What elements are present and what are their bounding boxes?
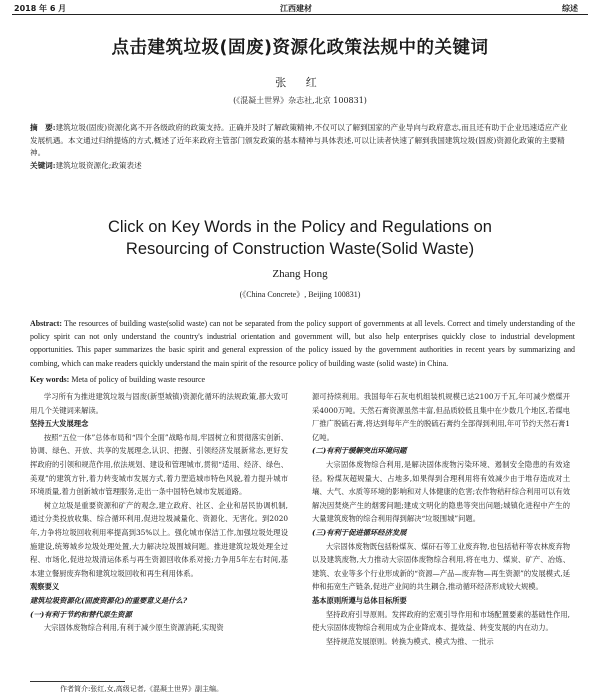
english-title	[0, 216, 600, 260]
subsection-heading: (一)有利于节约和替代原生资源	[30, 609, 132, 619]
english-title-line-1: Click on Key Words in the Policy and Regulations on	[108, 218, 492, 236]
english-keywords-label: Key words:	[30, 375, 70, 384]
section-name: 综述	[562, 4, 578, 13]
paragraph: 树立垃圾是重要资源和矿产的观念,建立政府、社区、企业和居民协调机制,通过分类投放收集、综合循环利用,促进垃圾减量化、资源化、无害化。到2020年,力争将垃圾回收利用率提高到35%以上。强化城市保洁工作,加强垃圾处理设施建设,统筹城乡垃圾处理处置,大力解决垃圾围城问题。推进建筑垃圾处理全过程、市场化,促进垃圾清运体系与再生资源回收体系对接;力争用5年左右时间,基本建立餐厨废弃物和建筑垃圾回收和再生利用体系。	[30, 500, 288, 578]
paragraph: 大宗固体废物综合利用,有利于减少原生资源消耗,实现资	[43, 623, 224, 633]
subsection-heading: (三)有利于促进循环经济发展	[312, 527, 407, 537]
chinese-author: 张 红	[275, 76, 325, 89]
chinese-keywords-text: 建筑垃圾资源化;政策表述	[55, 161, 142, 170]
english-affiliation: (《China Concrete》, Beijing 100831)	[239, 290, 361, 299]
issue-date: 2018 年 6 月	[14, 4, 67, 13]
english-keywords-text: Meta of policy of building waste resource	[71, 375, 206, 384]
paragraph: 学习所有为推进建筑垃圾与固废(新型城镇)资源化循环的法规政策,都大致可用几个关键词来解读。	[30, 392, 288, 415]
english-abstract	[30, 317, 575, 370]
chinese-abstract	[30, 122, 575, 160]
paragraph: 坚持政府引导原则。发挥政府的宏观引导作用和市场配置要素的基础性作用,使大宗固体废物综合利用成为企业降成本、提效益、转变发展的内在动力。	[312, 609, 570, 633]
subsection-heading: 建筑垃圾资源化(固废资源化)的重要意义是什么?	[30, 595, 188, 605]
section-heading: 坚持五大发展理念	[30, 419, 89, 429]
chinese-affiliation: (《混凝土世界》杂志社,北京 100831)	[233, 96, 367, 105]
chinese-title: 点击建筑垃圾(固废)资源化政策法规中的关键词	[111, 38, 489, 58]
section-heading: 观察要义	[30, 582, 60, 592]
paragraph: 按照“五位一体”总体布局和“四个全面”战略布局,牢固树立和贯彻落实创新、协调、绿色、开放、共享的发展理念,认识、把握、引领经济发展新常态,更好发挥政府的引领和规范作用,依法规划、建设和管理城市,贯彻“适用、经济、绿色、美观”的建筑方针,着力转变城市发展方式,着力塑造城市特色风貌,着力提升城市环境质量,着力创新城市管理服务,走出一条中国特色城市发展道路。	[30, 432, 288, 497]
chinese-keywords	[30, 160, 575, 171]
author-footnote: 作者简介:张红,女,高级记者,《混凝土世界》副主编。	[60, 685, 224, 693]
running-header	[0, 0, 600, 16]
english-keywords	[30, 375, 575, 384]
chinese-keywords-label: 关键词:	[30, 161, 56, 170]
paragraph: 大宗固体废物既包括粉煤灰、煤矸石等工业废弃物,也包括秸秆等农林废弃物以及建筑废物,大力推动大宗固体废物综合利用,将在电力、煤炭、矿产、冶炼、建筑、农业等多个行业形成新的“资源—产品—废弃物—再生资源”的发展模式,延伸和拓宽生产链条,促进产业间的共生耦合,推动循环经济形成较大规模。	[312, 541, 570, 592]
section-heading: 基本原则所遵与总体目标所要	[312, 595, 407, 605]
journal-name: 江西建材	[280, 4, 312, 13]
footnote-rule	[30, 681, 125, 682]
english-title-line-2: Resourcing of Construction Waste(Solid Waste)	[125, 240, 475, 258]
chinese-abstract-label: 摘 要:	[30, 123, 56, 132]
header-rule	[12, 14, 588, 15]
english-abstract-label: Abstract:	[30, 319, 62, 328]
paragraph: 大宗固体废物综合利用,是解决固体废物污染环境、遏制安全隐患的有效途径。粉煤灰超规量大、占地多,如果得到合理利用将有效减少由于堆存造成对土壤、大气、水质等环境的影响和对人体健康的危害;农作物秸秆综合利用可以有效解决因焚烧产生的烟雾问题;建成文明化的隐患等突出问题;城镇化进程中产生的大量建筑废物的综合利用得到解决“垃圾围城”问题。	[312, 459, 570, 524]
subsection-heading: (二)有利于缓解突出环境问题	[312, 446, 407, 456]
chinese-abstract-text: 建筑垃圾(固废)资源化离不开各级政府的政策支持。正确并及时了解政策精神,不仅可以了解到国家的产业导向与政府意志,而且还有助于企业迅速适应产业发展机遇。本文通过归纳提炼的方式,概述了近年来政府主管部门颁发政策的基本精神与具体表述,可以让读者快速了解到我国建筑垃圾(固废)资源化政策的主要精神。	[30, 123, 568, 157]
english-abstract-text: The resources of building waste(solid waste) can not be separated from the policy support of governments at all levels. Correct and timely understanding of the policy spirit can not only understand the country's industrial orientation and government will, but also help enterprises quickly close to industrial development opportunities. This paper summarizes the basic spirit and general expression of the policy issued by the government authorities in recent years by summarizing and combing, which can make readers quickly understand the main spirit of the resource policy of building waste (solid waste) in China.	[30, 319, 575, 368]
paragraph: 源可持续利用。我国每年石灰电机组装机规模已达2100万千瓦,年可减少燃煤开采4000万吨。天然石膏资源虽然丰富,但品质较低且集中在少数几个地区,若煤电厂推广脱硫石膏,将达到每年产生的脱硫石膏约全部得到利用,年可节约天然石膏1亿吨。	[312, 392, 570, 442]
paragraph: 坚持规范发展原则。转换为模式、模式为推、一批示	[325, 636, 494, 646]
body-column-right	[312, 390, 570, 648]
body-column-left	[30, 390, 288, 635]
english-author: Zhang Hong	[272, 268, 328, 280]
